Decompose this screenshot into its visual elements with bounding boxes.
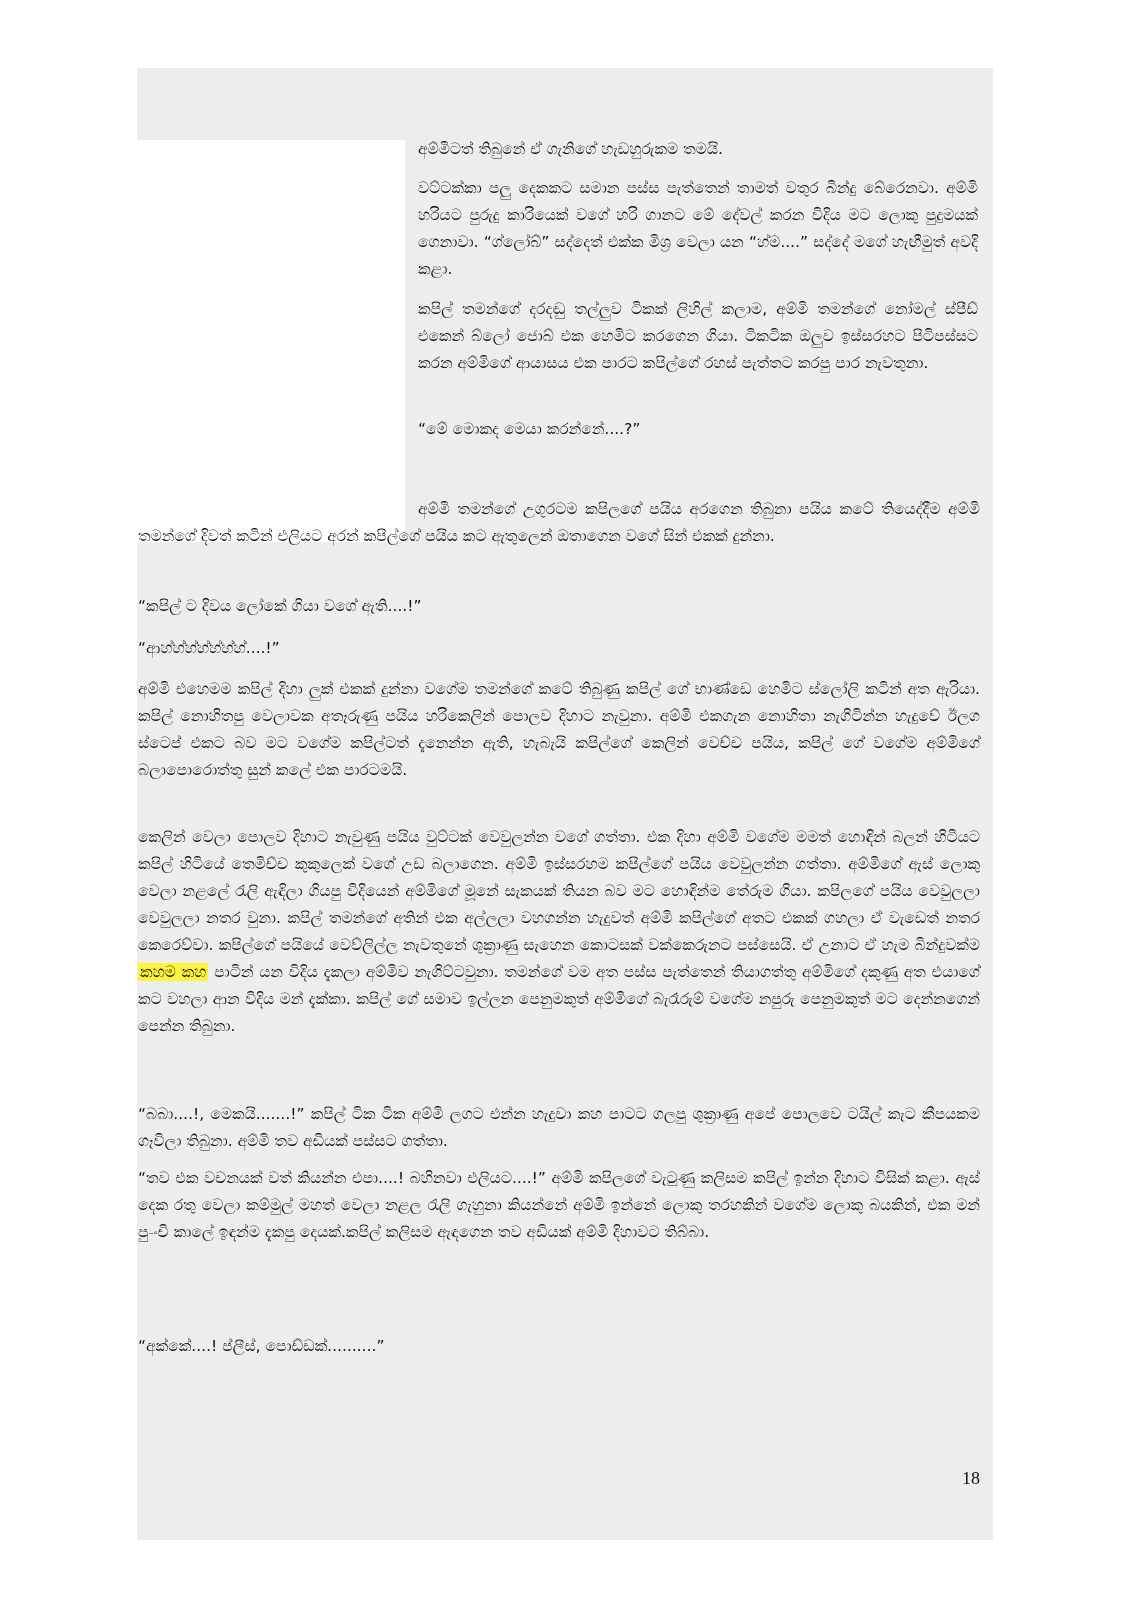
- paragraph-9-part-2: පාටින් යන විදිය දැකලා අම්මිව නැගිට්ටවුනා. තමන්ගේ වම අත පස්ස පැත්තෙන් තියාගත්තු අම්මිගේ දකුණු අත එයාගේ කට වහලා ආන විදිය මන් දැක්කා. කපිල් ගේ සමාව ඉල්ලන පෙනුමකුත් අම්මිගේ බැරෑරුම් වගේම නපුරු පෙනුමකුත් මට දෙන්නගෙන් පෙන්න තිබුනා.: [138, 963, 980, 1035]
- paragraph-2: වට්ටක්කා පලු දෙකකට සමාන පස්ස පැත්තෙන් තාමත් වතුර බින්දු බේරෙනවා. අම්මි හරියට පුරුදු කාරියෙක් වගේ හරි ගානට මේ දේවල් කරන විදිය මට ලොකු පුදුමයක් ගෙනාවා. “ග්ලෝබ්” සද්දෙත් එක්ක මිශ්‍ර වෙලා යන “හ්ම....” සද්දේ මගේ හැඟීමුත් අවදි කළා.: [418, 179, 978, 278]
- paragraph-5: අම්මි තමන්ගේ උගුරටම කපිලගේ පයිය අරගෙන තිබුනා පයිය කටේ තියෙද්දීම අම්මි තමන්ගේ දිවත් කටින් එලියට අරන් කපිල්ගේ පයිය කට ඇතුලෙන් ඔතාගෙන වගේ සින් එකක් දුන්නා.: [138, 500, 980, 545]
- paragraph-5-wrap: [138, 496, 980, 576]
- highlighted-text: කහම කහ: [140, 963, 207, 981]
- paragraph-4: “මේ මොකද මෙයා කරන්නේ....?”: [418, 420, 641, 438]
- paragraph-10: “බබා....!, මෙකයි.......!” කපිල් ටික ටික අම්මි ලගට එන්න හැදුවා කහ පාටට ගලපු ශුක්‍රාණු අපේ පොලවෙ ටයිල් කැට කීපයකම ගෑවිලා තිබුනා. අම්මි තව අඩියක් පස්සට ගත්තා.: [138, 1105, 980, 1150]
- paragraph-12: “අක්කේ....! ප්ලීස්, පොඩ්ඩක්..........”: [138, 1337, 385, 1355]
- paragraph-11: “තව එක වචනයක් වත් කියන්න එපා....! බහිනවා එලියට....!” අම්මි කපිලගේ වැටුණු කලිසම කපිල් ඉන්න දිහාට විසික් කළා. ඇස් දෙක රතු වෙලා කම්මුල් මහත් වෙලා නළල රැලි ගැහුනා කියන්නේ අම්මි ඉන්නේ ලොකු තරහකින් වගේම ලොකු බයකින්, එක මන් පු-ංචි කාලේ ඉඳන්ම දැකපු දෙයක්.කපිල් කලිසම ඇඳගෙන තව අඩියක් අම්මි දිහාවට තිබ්බා.: [138, 1169, 980, 1241]
- paragraph-3: කපිල් තමන්ගේ දරදඬු තල්ලුව ටිකක් ලිහිල් කලාම, අම්මි තමන්ගේ නෝමල් ස්පීඩ් එකෙන් බ්ලෝ ජොබ් එක හෙමිට කරගෙන ගියා. ටිකටික ඔලුව ඉස්සරහට පිටිපස්සට කරන අම්මිගේ ආයාසය එක පාරට කපිල්ගේ රහස් පැත්තට කරපු පාර නැවතුනා.: [418, 300, 978, 372]
- paragraph-6: “කපිල් ට දිවය ලෝකේ ගියා වගේ ඇති....!”: [138, 597, 422, 615]
- page-number: 18: [962, 1468, 980, 1488]
- paragraph-8: අම්මි එහෙමම කපිල් දිහා ලුක් එකක් දුන්නා වගේම තමන්ගේ කටේ තිබුණු කපිල් ගේ භාණ්ඩෙ හෙමිට ස්ලෝලි කටින් අත ඇරියා. කපිල් නොහිතපු වෙලාවක අතෑරුණු පයිය හරිකෙලින් පොලව දිහාට නැවුනා. අම්මි එකගැන නොහිතා නැගිටින්න හැදුවේ ඊලග ස්ටෙප් එකට බව මට වගේම කපිල්ටත් දැනෙන්න ඇති, හැබැයි කපිල්ගේ කෙලින් වෙච්ච පයිය, කපිල් ගේ වගේම අම්මිගේ බලාපොරොත්තු සුන් කලේ එක පාරටමයි.: [138, 680, 980, 779]
- paragraph-7: “ආහ්හ්හ්හ්හ්හ්හ්....!”: [138, 639, 280, 657]
- paragraph-9: [138, 824, 980, 1040]
- paragraph-9-part-1: කෙලින් වෙලා පොලව දිහාට නැවුණු පයිය වුට්ටක් වෙවුලන්න වගේ ගත්තා. එක දිහා අම්මි වගේම මමත් හොඳින් බලන් හිටියට කපිල් හිටියේ තෙමිච්ච කුකුලෙක් වගේ උඩ බලාගෙන. අම්මි ඉස්සරහම කපිල්ගේ පයිය වෙවුලන්න ගත්තා. අම්මිගේ ඇස් ලොකු වෙලා නළලේ රැලි ඇඳිලා ගියපු විදියෙන් අම්මිගේ මූනේ සැකයක් තියන බව මට හොඳින්ම තේරුම ගියා. කපිලගේ පයිය වෙවුලලා වෙවුලලා නතර වුනා. කපිල් තමන්ගේ අතින් එක අල්ලලා වහගන්න හැදුවත් අම්මි කපිල්ගේ අතට එකක් ගහලා ඒ වැඩෙත් නතර කෙරෙව්වා. කපිල්ගේ පයියේ වෙව්ලිල්ල නැවතුනේ ශුක්‍රාණු සැහෙන කොටසක් වක්කෙරුනට පස්සෙයි. ඒ උනාට ඒ හැම බින්දුවක්ම: [138, 828, 980, 954]
- image-placeholder: [137, 140, 405, 542]
- float-spacer: [138, 496, 418, 523]
- paragraph-1: අම්මිටත් තිබුනේ ඒ ගැනිගේ හැඩහුරුකම තමයි.: [418, 140, 723, 158]
